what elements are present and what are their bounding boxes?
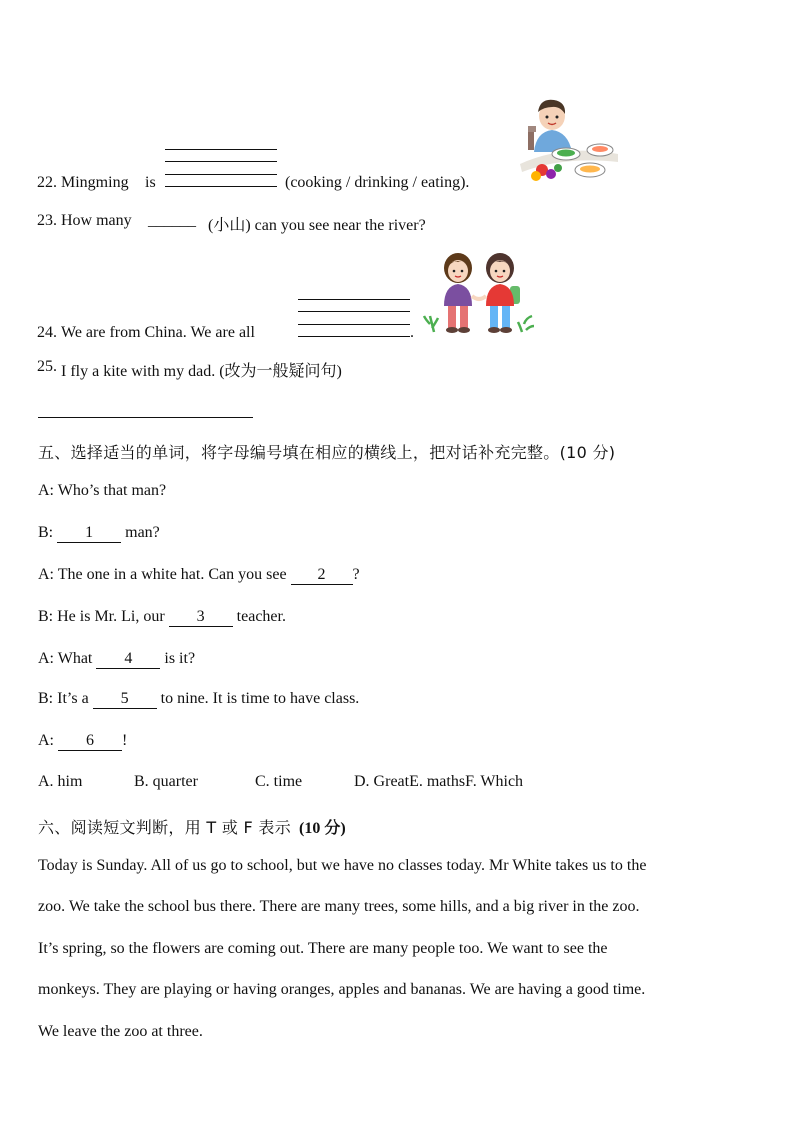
speaker-label: B:	[38, 524, 54, 541]
dialogue-line	[38, 524, 160, 543]
dialogue-text: teacher.	[236, 608, 286, 625]
passage-line: We leave the zoo at three.	[38, 1023, 203, 1040]
q24-answer-line-3[interactable]	[298, 324, 410, 325]
q23-text: How many	[61, 212, 132, 229]
dialogue-blank-2[interactable]: 2	[291, 567, 353, 585]
q22-answer-line-3[interactable]	[165, 174, 277, 175]
option-c: C. time	[255, 773, 303, 790]
dialogue-text: to nine. It is time to have class.	[160, 690, 360, 707]
speaker-label: A:	[38, 566, 54, 583]
dialogue-line	[38, 482, 166, 500]
passage-line: zoo. We take the school bus there. There are many trees, some hills, and a big river in the zoo.	[38, 898, 640, 915]
q22-text-is: is	[145, 174, 156, 191]
dialogue-text: He is Mr. Li, our	[57, 608, 165, 625]
option-b: B. quarter	[134, 773, 198, 790]
q22-answer-line-1[interactable]	[165, 149, 277, 150]
two-girls-illustration	[422, 246, 536, 340]
q24-answer-line-1[interactable]	[298, 299, 410, 300]
speaker-label: B:	[38, 690, 54, 707]
dialogue-text: man?	[125, 524, 160, 541]
section6-title-text: 六、阅读短文判断，用 T 或 F 表示	[38, 818, 292, 837]
speaker-label: A:	[38, 732, 54, 749]
dialogue-blank-5[interactable]: 5	[93, 691, 157, 709]
passage-line: monkeys. They are playing or having oranges, apples and bananas. We are having a good time.	[38, 981, 646, 998]
passage-line: Today is Sunday. All of us go to school, but we have no classes today. Mr White takes us to the	[38, 857, 647, 874]
section6-points: (10 分)	[299, 820, 346, 837]
option-d-e-f: D. GreatE. mathsF. Which	[354, 773, 524, 790]
q22-hint: (cooking / drinking / eating).	[285, 174, 470, 191]
dialogue-line	[38, 650, 195, 669]
q24-text: We are from China. We are all	[61, 324, 255, 341]
dialogue-text: ?	[352, 566, 360, 583]
q24-number: 24.	[37, 324, 57, 341]
dialogue-blank-3[interactable]: 3	[169, 609, 233, 627]
speaker-label: A:	[38, 650, 54, 667]
q22-answer-line-2[interactable]	[165, 161, 277, 162]
q22-text: Mingming	[61, 174, 129, 191]
section5-title: 五、选择适当的单词，将字母编号填在相应的横线上，把对话补充完整。(10 分)	[38, 443, 616, 462]
dialogue-text: The one in a white hat. Can you see	[57, 566, 287, 583]
option-a: A. him	[38, 773, 83, 790]
word-options	[0, 773, 794, 795]
dialogue-text: Who’s that man?	[57, 482, 167, 499]
q25-text: I fly a kite with my dad. (改为一般疑问句)	[61, 363, 342, 380]
q22-answer-line-4[interactable]	[165, 186, 277, 187]
dialogue-text: It’s a	[57, 690, 89, 707]
q24-answer-line-4[interactable]	[298, 336, 410, 337]
boy-eating-illustration	[514, 92, 622, 184]
q24-answer-line-2[interactable]	[298, 311, 410, 312]
dialogue-blank-1[interactable]: 1	[57, 525, 121, 543]
dialogue-blank-4[interactable]: 4	[96, 651, 160, 669]
q25-answer-line[interactable]	[38, 417, 253, 418]
dialogue-text: !	[122, 732, 128, 749]
speaker-label: A:	[38, 482, 54, 499]
speaker-label: B:	[38, 608, 54, 625]
dialogue-text: is it?	[164, 650, 196, 667]
q25-number: 25.	[37, 358, 57, 375]
dialogue-line	[38, 566, 360, 585]
q23-number: 23.	[37, 212, 57, 229]
dialogue-line	[38, 732, 127, 751]
passage-line: It’s spring, so the flowers are coming out. There are many people too. We want to see the	[38, 940, 608, 957]
section6-title	[38, 815, 346, 838]
dialogue-line	[38, 690, 359, 709]
q23-hint: (小山) can you see near the river?	[208, 217, 426, 234]
dialogue-line	[38, 608, 286, 627]
q22-number: 22.	[37, 174, 57, 191]
q24-period: .	[410, 324, 414, 341]
dialogue-blank-6[interactable]: 6	[58, 733, 122, 751]
dialogue-text: What	[57, 650, 93, 667]
q23-blank[interactable]: ______	[148, 212, 196, 229]
